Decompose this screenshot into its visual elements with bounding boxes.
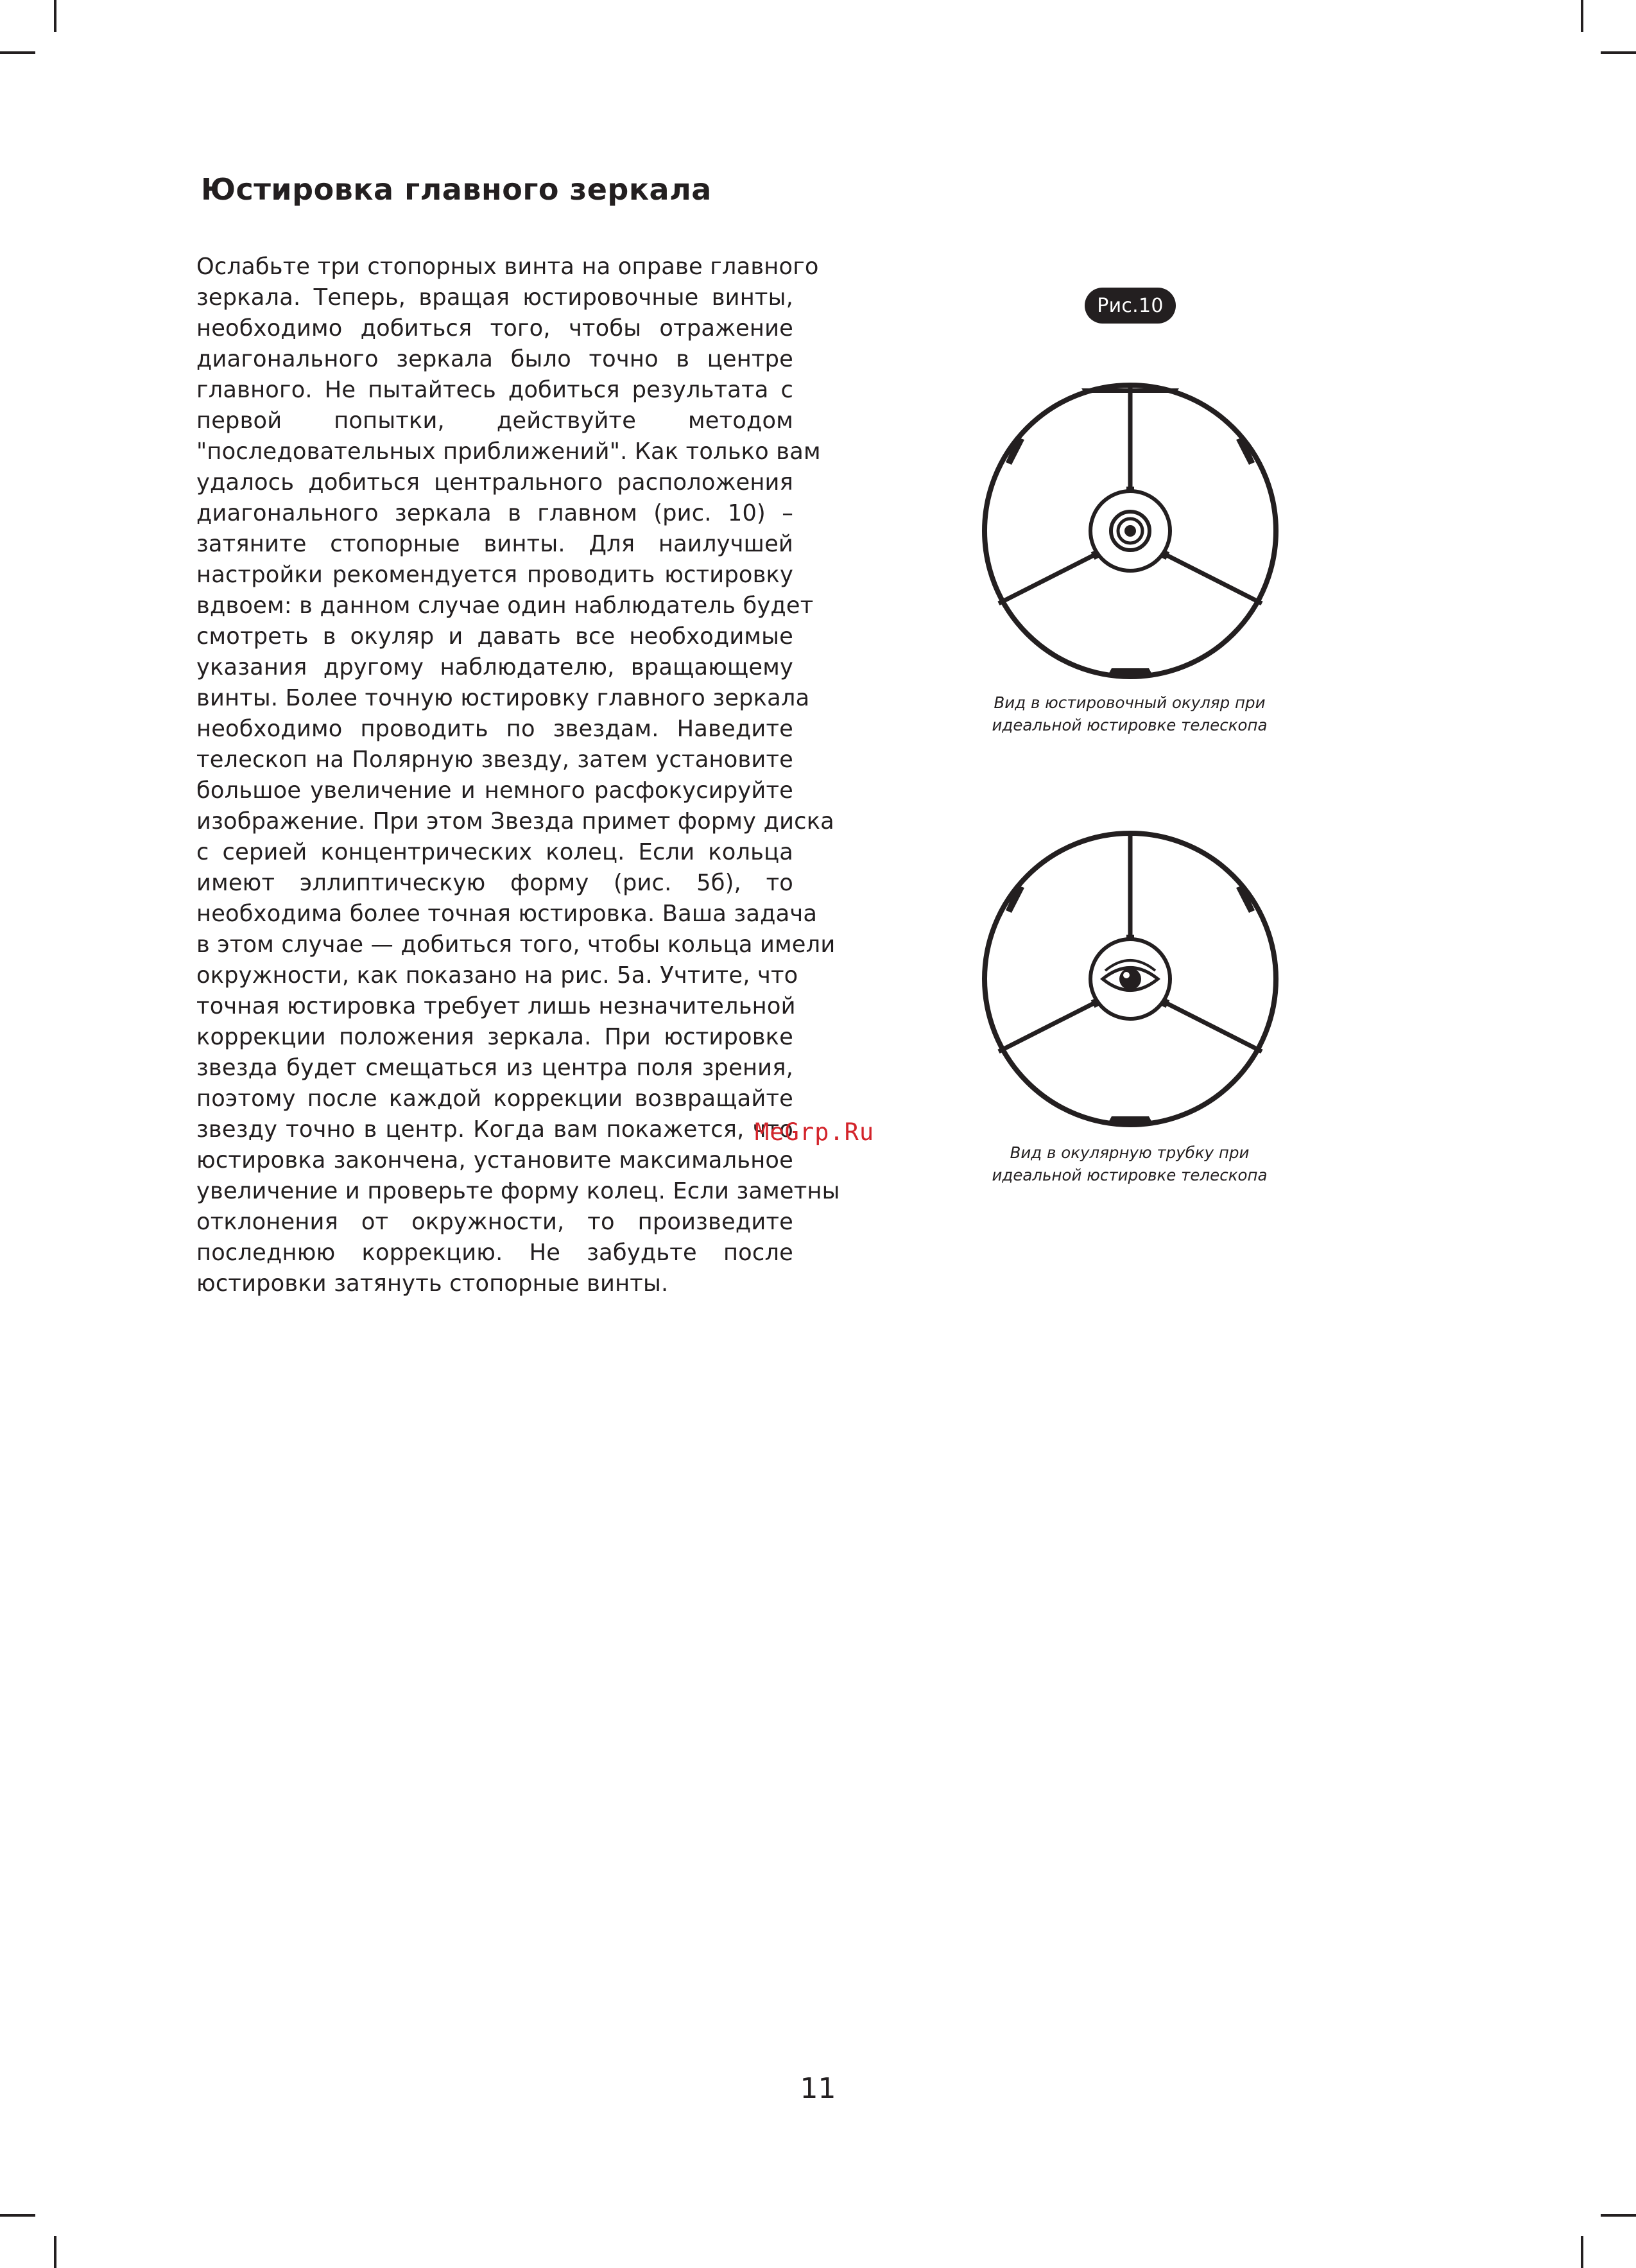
text-line: последнюю коррекцию. Не забудьте после xyxy=(196,1240,793,1266)
text-line: с серией концентрических колец. Если кольца xyxy=(196,839,793,865)
page-title: Юстировка главного зеркала xyxy=(201,172,712,207)
crop-mark xyxy=(1581,0,1583,32)
crop-mark xyxy=(1601,2214,1636,2217)
text-line: зеркала. Теперь, вращая юстировочные винты, xyxy=(196,284,793,311)
text-line: первой попытки, действуйте методом xyxy=(196,408,793,434)
text-line: удалось добиться центрального расположения xyxy=(196,469,793,496)
text-line: затяните стопорные винты. Для наилучшей xyxy=(196,531,793,557)
crop-mark xyxy=(0,51,35,54)
text-line: коррекции положения зеркала. При юстировке xyxy=(196,1024,793,1050)
crop-mark xyxy=(1601,51,1636,54)
text-line: звезду точно в центр. Когда вам покажется, что xyxy=(196,1116,793,1143)
eyepiece-view-diagram xyxy=(979,380,1281,688)
text-line: имеют эллиптическую форму (рис. 5б), то xyxy=(196,870,793,896)
text-line: окружности, как показано на рис. 5а. Учтите, что xyxy=(196,962,798,989)
text-line: в этом случае — добиться того, чтобы кольца имели xyxy=(196,931,836,958)
text-line: точная юстировка требует лишь незначительной xyxy=(196,993,796,1019)
figure-caption-eyepiece: Вид в юстировочный окуляр при идеальной юстировке телескопа xyxy=(992,693,1268,734)
text-line: главного. Не пытайтесь добиться результата с xyxy=(196,377,793,403)
text-line: юстировка закончена, установите максимальное xyxy=(196,1147,793,1173)
text-line: юстировки затянуть стопорные винты. xyxy=(196,1270,669,1297)
text-line: поэтому после каждой коррекции возвращайте xyxy=(196,1086,793,1112)
crop-mark xyxy=(54,2236,56,2268)
text-line: отклонения от окружности, то произведите xyxy=(196,1209,793,1235)
crop-mark xyxy=(0,2214,35,2217)
text-line: диагонального зеркала в главном (рис. 10) – xyxy=(196,500,793,526)
page-number: 11 xyxy=(800,2072,836,2105)
text-line: необходима более точная юстировка. Ваша задача xyxy=(196,901,818,927)
text-line: Ослабьте три стопорных винта на оправе главного xyxy=(196,254,819,280)
text-line: увеличение и проверьте форму колец. Если заметны xyxy=(196,1178,840,1204)
focuser-tube-view-diagram xyxy=(979,828,1281,1136)
crop-mark xyxy=(54,0,56,32)
text-line: смотреть в окуляр и давать все необходимые xyxy=(196,623,793,650)
text-line: "последовательных приближений". Как только вам xyxy=(196,438,821,465)
text-line: телескоп на Полярную звезду, затем установите xyxy=(196,747,793,773)
text-line: звезда будет смещаться из центра поля зрения, xyxy=(196,1055,793,1081)
text-line: указания другому наблюдателю, вращающему xyxy=(196,654,793,680)
text-line: вдвоем: в данном случае один наблюдатель будет xyxy=(196,593,814,619)
text-line: необходимо проводить по звездам. Наведите xyxy=(196,716,793,742)
crop-mark xyxy=(1581,2236,1583,2268)
watermark: MeGrp.Ru xyxy=(755,1118,875,1146)
figure-label: Рис.10 xyxy=(1085,288,1176,324)
text-line: необходимо добиться того, чтобы отражение xyxy=(196,315,793,342)
text-line: винты. Более точную юстировку главного зеркала xyxy=(196,685,810,711)
text-line: изображение. При этом Звезда примет форму диска xyxy=(196,808,834,835)
text-line: диагонального зеркала было точно в центре xyxy=(196,346,793,372)
concentric-rings-icon xyxy=(1111,512,1150,550)
text-line: большое увеличение и немного расфокусируйте xyxy=(196,777,793,804)
figure-caption-focuser: Вид в окулярную трубку при идеальной юстировке телескопа xyxy=(992,1143,1268,1184)
text-line: настройки рекомендуется проводить юстировку xyxy=(196,562,793,588)
